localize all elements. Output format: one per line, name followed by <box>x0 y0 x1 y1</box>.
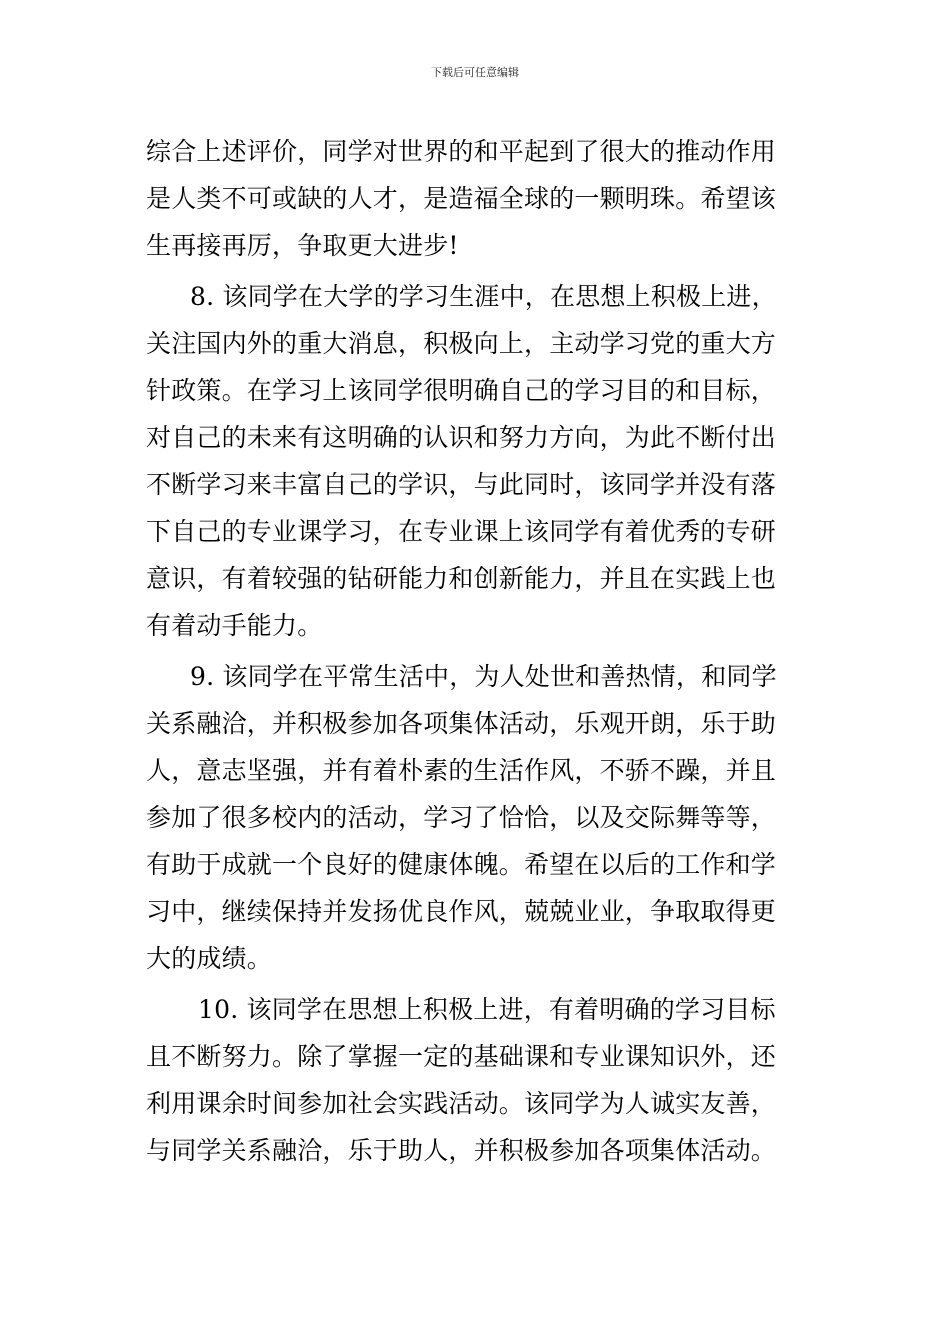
text-line: 利用课余时间参加社会实践活动。该同学为人诚实友善， <box>146 1089 777 1118</box>
text-line: 是人类不可或缺的人才，是造福全球的一颗明珠。希望该 <box>146 184 777 213</box>
text-line: 关系融洽，并积极参加各项集体活动，乐观开朗，乐于助 <box>146 709 777 738</box>
paragraph-item-10 <box>146 986 810 1174</box>
page-header: 下载后可任意编辑 <box>431 66 519 79</box>
text-line: 8. 该同学在大学的学习生涯中，在思想上积极上进， <box>190 282 777 311</box>
text-line: 综合上述评价，同学对世界的和平起到了很大的推动作用 <box>146 137 777 166</box>
paragraph-summary <box>146 128 810 269</box>
text-line: 有助于成就一个良好的健康体魄。希望在以后的工作和学 <box>146 850 777 879</box>
text-line: 人，意志坚强，并有着朴素的生活作风，不骄不躁，并且 <box>146 756 777 785</box>
text-line: 生再接再厉，争取更大进步! <box>146 231 459 260</box>
paragraph-item-9 <box>146 653 810 982</box>
text-line: 习中，继续保持并发扬优良作风，兢兢业业，争取取得更 <box>146 897 777 926</box>
text-line: 且不断努力。除了掌握一定的基础课和专业课知识外，还 <box>146 1042 777 1071</box>
text-line: 针政策。在学习上该同学很明确自己的学习目的和目标， <box>146 376 777 405</box>
text-line: 与同学关系融洽，乐于助人，并积极参加各项集体活动。 <box>146 1136 777 1165</box>
text-line: 关注国内外的重大消息，积极向上，主动学习党的重大方 <box>146 329 777 358</box>
text-line: 意识，有着较强的钻研能力和创新能力，并且在实践上也 <box>146 564 777 593</box>
text-line: 对自己的未来有这明确的认识和努力方向，为此不断付出 <box>146 423 777 452</box>
text-line: 10. 该同学在思想上积极上进，有着明确的学习目标 <box>198 995 776 1024</box>
text-line: 大的成绩。 <box>146 944 273 973</box>
paragraph-item-8 <box>146 273 810 649</box>
document-body <box>146 128 810 1174</box>
text-line: 下自己的专业课学习，在专业课上该同学有着优秀的专研 <box>146 517 777 546</box>
text-line: 参加了很多校内的活动，学习了恰恰，以及交际舞等等， <box>146 803 777 832</box>
text-line: 不断学习来丰富自己的学识，与此同时，该同学并没有落 <box>146 470 777 499</box>
text-line: 9. 该同学在平常生活中，为人处世和善热情，和同学 <box>190 662 777 691</box>
text-line: 有着动手能力。 <box>146 611 323 640</box>
